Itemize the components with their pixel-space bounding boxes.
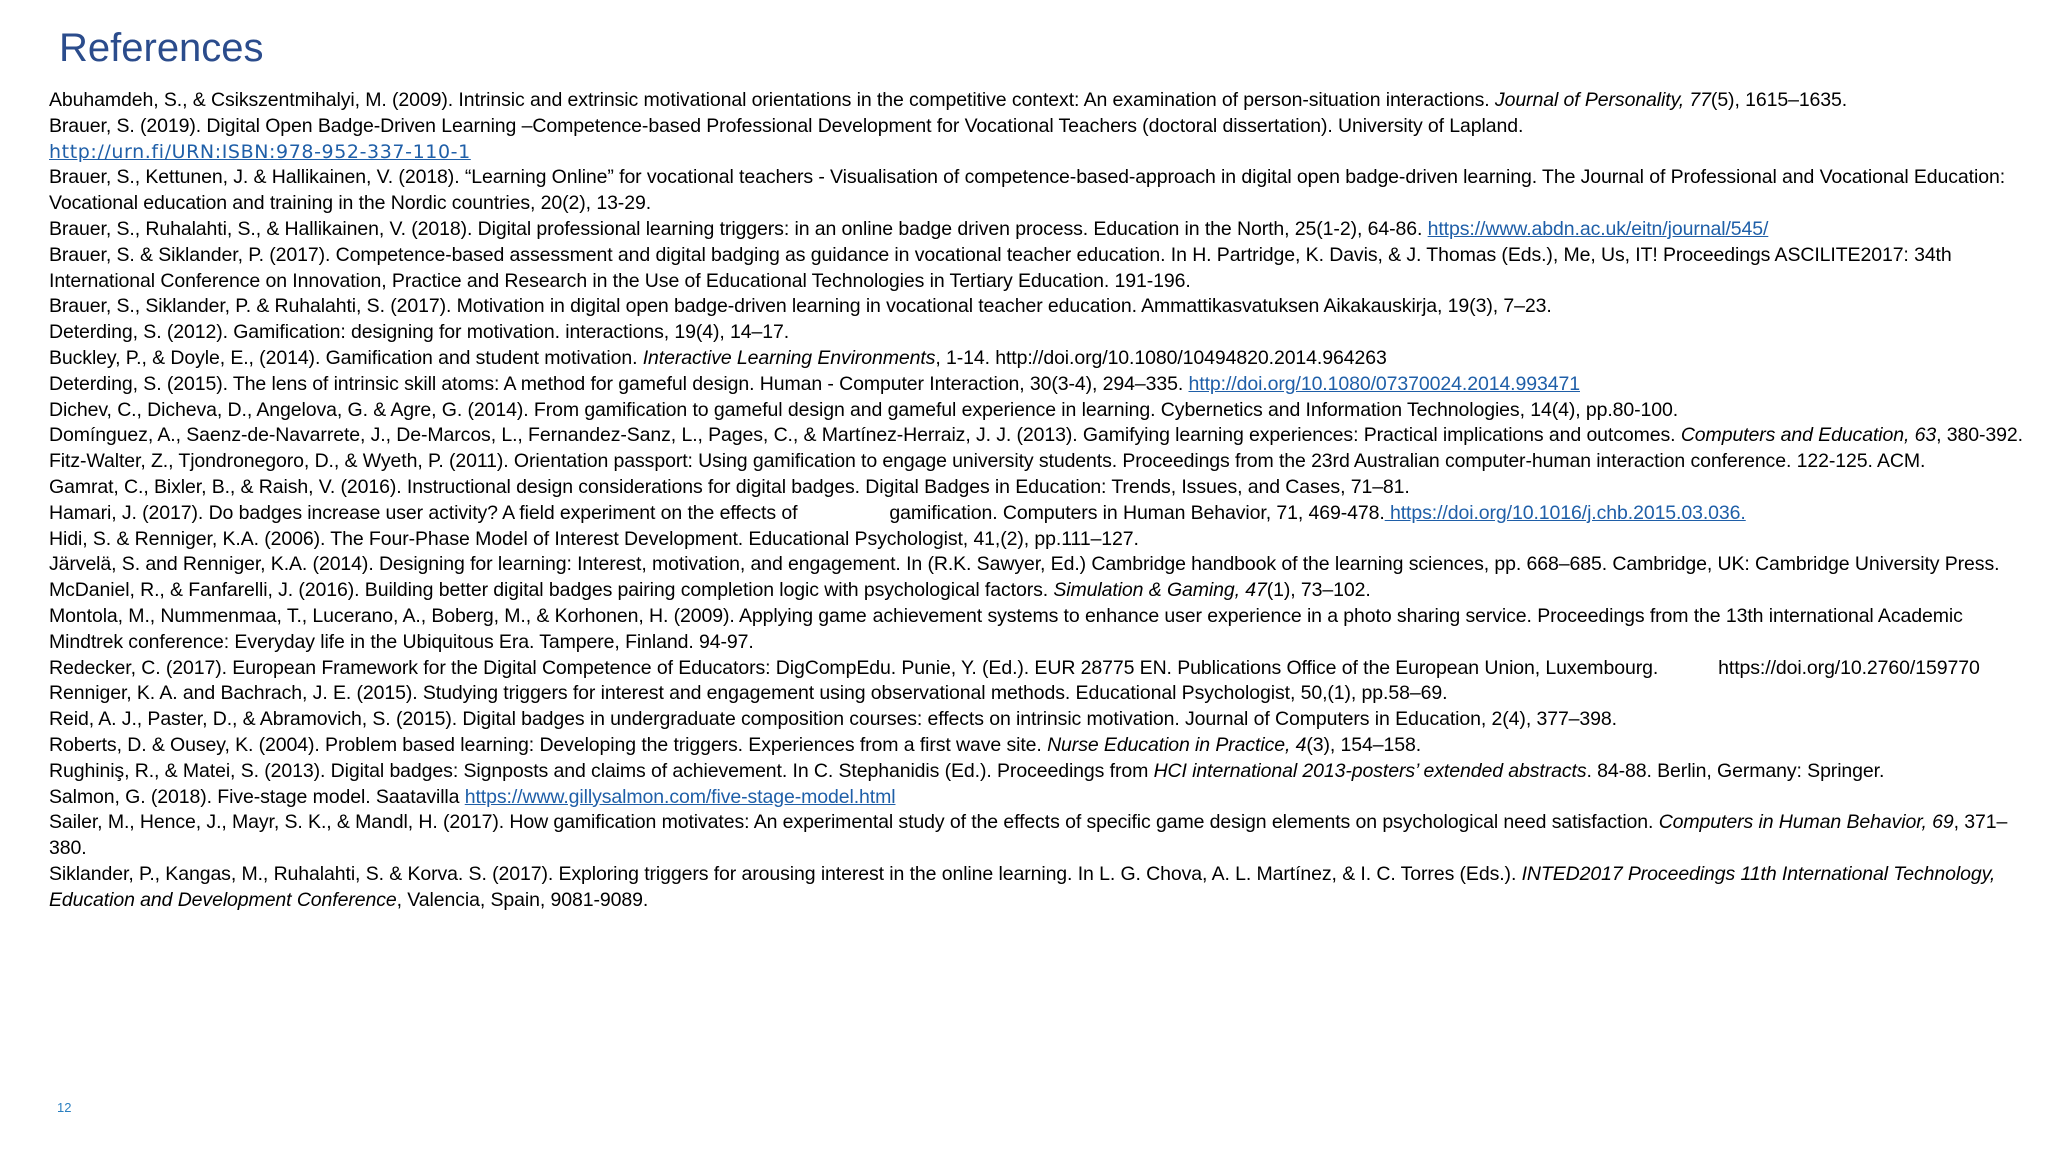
reference-item <box>49 656 2024 682</box>
page-number: 12 <box>57 1100 72 1115</box>
reference-text: Redecker, C. (2017). European Framework for the Digital Competence of Educators: DigCompEdu. Punie, Y. (Ed.). EUR 28775 EN. Publications Office of the European Union, Luxembourg. <box>49 656 1659 679</box>
reference-link[interactable]: http://urn.fi/URN:ISBN:978-952-337-110-1 <box>49 140 471 163</box>
reference-text: Montola, M., Nummenmaa, T., Lucerano, A., Boberg, M., & Korhonen, H. (2009). Applying game <box>49 604 867 627</box>
reference-text: Hamari, J. (2017). Do badges increase user activity? A field experiment on the effects of <box>49 501 798 524</box>
reference-text: Järvelä, S. and Renniger, K.A. (2014). Designing for learning: Interest, motivation, and engagement. In (R.K. Sawyer, Ed.) Cambridge handbook of the learning sciences, pp. 668–685. Cambridge, UK: Cambridge University Press. <box>49 553 2000 576</box>
reference-item <box>49 527 2024 553</box>
page-title: References <box>59 26 264 70</box>
reference-text: Siklander, P., Kangas, M., Ruhalahti, S. & Korva. S. (2017). Exploring triggers for arousing interest in the online learning. In L. G. Chova, A. L. Martínez, & I. C. Torres (Eds.). <box>49 862 1522 885</box>
reference-item <box>49 578 2024 604</box>
reference-item <box>49 372 2024 398</box>
reference-text: Roberts, D. & Ousey, K. (2004). Problem based learning: Developing the triggers. Experiences from a first wave site. <box>49 733 1048 756</box>
reference-item <box>49 759 2024 785</box>
reference-text: gamification. Computers in Human Behavior, 71, 469-478. <box>889 501 1385 524</box>
reference-text: , 1-14. http://doi.org/10.1080/10494820.2014.964263 <box>935 346 1387 369</box>
reference-text: Rughiniş, R., & Matei, S. (2013). Digital badges: Signposts and claims of achievement. In C. Stephanidis (Ed.). Proceedings from <box>49 759 1154 782</box>
reference-item <box>49 707 2024 733</box>
reference-text: Salmon, G. (2018). Five-stage model. Saatavilla <box>49 785 465 808</box>
reference-text: , 380-392. <box>1936 424 2023 447</box>
reference-item <box>49 785 2024 811</box>
journal-title: Computers in Human Behavior, 69 <box>1658 811 1954 834</box>
reference-item <box>49 862 2024 914</box>
reference-item <box>49 604 2024 656</box>
reference-item <box>49 398 2024 424</box>
reference-text: (1), 73–102. <box>1266 579 1371 602</box>
reference-link[interactable]: http://doi.org/10.1080/07370024.2014.993471 <box>1188 372 1580 395</box>
reference-link[interactable]: https://www.gillysalmon.com/five-stage-model.html <box>464 785 896 808</box>
reference-link[interactable]: https://www.abdn.ac.uk/eitn/journal/545/ <box>1427 217 1769 240</box>
reference-text: , Valencia, Spain, 9081-9089. <box>396 888 649 911</box>
reference-link[interactable]: https://doi.org/10.1016/j.chb.2015.03.036. <box>1384 501 1746 524</box>
journal-title: Nurse Education in Practice, 4 <box>1047 733 1307 756</box>
reference-item <box>49 552 2024 578</box>
reference-item <box>49 501 2024 527</box>
reference-item <box>49 320 2024 346</box>
reference-item <box>49 294 2024 320</box>
reference-item <box>49 810 2024 862</box>
reference-text: https://doi.org/10.2760/159770 <box>1718 656 1980 679</box>
reference-text: Brauer, S., Siklander, P. & Ruhalahti, S. (2017). Motivation in digital open badge-driven learning in vocational teacher education. Ammattikasvatuksen Aikakauskirja, 19(3), 7–23. <box>49 295 1552 318</box>
reference-item <box>49 346 2024 372</box>
reference-text: Brauer, S. & Siklander, P. (2017). Competence-based assessment and digital badging as guidance in vocational teacher education. In H. Partridge, K. Davis, & J. Thomas (Eds.), Me, Us, IT! Proceedings ASCILITE2017: 34th International Conference on Innovation, Practice and Research in the Use of Educational Technologies in Tertiary Education. 191-196. <box>49 243 1952 292</box>
reference-item <box>49 475 2024 501</box>
reference-text: Fitz-Walter, Z., Tjondronegoro, D., & Wyeth, P. (2011). Orientation passport: Using gamification to engage university students. Proceedings from the 23rd Australian computer-human interaction conference. 122-125. ACM. <box>49 450 1926 473</box>
reference-item <box>49 243 2024 295</box>
reference-item <box>49 681 2024 707</box>
reference-text: Deterding, S. (2015). The lens of intrinsic skill atoms: A method for gameful design. Human - Computer Interaction, 30(3-4), 294–335. <box>49 372 1189 395</box>
reference-text: Buckley, P., & Doyle, E., (2014). Gamification and student motivation. <box>49 346 643 369</box>
reference-item <box>49 423 2024 449</box>
reference-item <box>49 217 2024 243</box>
reference-item <box>49 733 2024 759</box>
reference-item <box>49 88 2024 114</box>
reference-text: . 84-88. Berlin, Germany: Springer. <box>1586 759 1885 782</box>
reference-text: Brauer, S., Kettunen, J. & Hallikainen, V. (2018). “Learning Online” for vocational teachers - Visualisation of competence-based-approach in digital open badge-driven learning. The Journal of Professional and Vocational Education: Vocational education and training in the Nordic countries, 20(2), 13-29. <box>49 166 2006 215</box>
reference-item <box>49 114 2024 166</box>
reference-text: Abuhamdeh, S., & Csikszentmihalyi, M. (2009). Intrinsic and extrinsic motivational orientations in the competitive context: An examination of person-situation interactions. <box>49 89 1495 111</box>
journal-title: HCI international 2013-posters’ extended abstracts <box>1153 759 1587 782</box>
journal-title: Interactive Learning Environments <box>642 346 936 369</box>
journal-title: Computers and Education, 63 <box>1680 424 1937 447</box>
reference-text: (5), 1615–1635. <box>1710 89 1848 111</box>
reference-text: Domínguez, A., Saenz-de-Navarrete, J., De-Marcos, L., Fernandez-Sanz, L., Pages, C., & Martínez-Herraiz, J. J. (2013). Gamifying learning experiences: Practical implications and outcomes. <box>49 424 1681 447</box>
reference-list <box>49 88 2024 914</box>
reference-text: Sailer, M., Hence, J., Mayr, S. K., & Mandl, H. (2017). How gamification motivates: An experimental study of the effects of specific game design elements on psychological need satisfaction. <box>49 811 1659 834</box>
reference-text: achievement systems to enhance user experience in a photo sharing service. Proceedings from the 13th international Academic Mindtrek conference: Everyday life in the Ubiquitous Era. Tampere, Finland. 94-97. <box>49 604 1963 653</box>
reference-text: Hidi, S. & Renniger, K.A. (2006). The Four-Phase Model of Interest Development. Educational Psychologist, 41,(2), pp.111–127. <box>49 527 1139 550</box>
reference-text: Reid, A. J., Paster, D., & Abramovich, S. (2015). Digital badges in undergraduate composition courses: effects on intrinsic motivation. Journal of Computers in Education, 2(4), 377–398. <box>49 708 1617 731</box>
reference-text: , 371–380. <box>49 811 2008 860</box>
reference-item <box>49 165 2024 217</box>
reference-text: Brauer, S., Ruhalahti, S., & Hallikainen, V. (2018). Digital professional learning triggers: in an online badge driven process. Education in the North, 25(1-2), 64-86. <box>49 217 1428 240</box>
reference-text: Dichev, C., Dicheva, D., Angelova, G. & Agre, G. (2014). From gamification to gameful design and gameful experience in learning. Cybernetics and Information Technologies, 14(4), pp.80-100. <box>49 398 1679 421</box>
reference-item <box>49 449 2024 475</box>
journal-title: Journal of Personality, 77 <box>1494 89 1711 111</box>
reference-text: (3), 154–158. <box>1306 733 1422 756</box>
reference-text: Renniger, K. A. and Bachrach, J. E. (2015). Studying triggers for interest and engagement using observational methods. Educational Psychologist, 50,(1), pp.58–69. <box>49 682 1448 705</box>
reference-text: Deterding, S. (2012). Gamification: designing for motivation. interactions, 19(4), 14–17. <box>49 321 790 344</box>
journal-title: INTED2017 Proceedings 11th International Technology, Education and Development Conference <box>49 862 1996 911</box>
reference-text: Gamrat, C., Bixler, B., & Raish, V. (2016). Instructional design considerations for digital badges. Digital Badges in Education: Trends, Issues, and Cases, 71–81. <box>49 475 1410 498</box>
reference-text: McDaniel, R., & Fanfarelli, J. (2016). Building better digital badges pairing completion logic with psychological factors. <box>49 579 1054 602</box>
reference-text: Brauer, S. (2019). Digital Open Badge-Driven Learning –Competence-based Professional Development for Vocational Teachers (doctoral dissertation). University of Lapland. <box>49 114 1524 137</box>
journal-title: Simulation & Gaming, 47 <box>1053 579 1267 602</box>
